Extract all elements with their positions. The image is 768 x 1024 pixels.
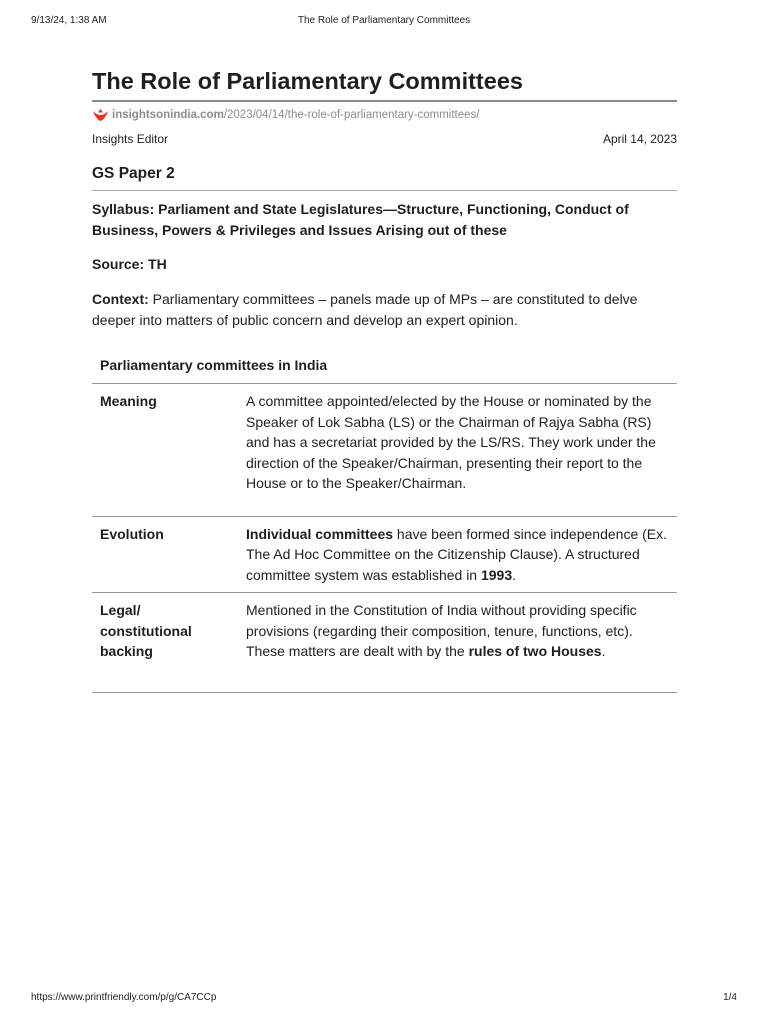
table-caption: Parliamentary committees in India	[92, 348, 677, 384]
evolution-bold-year: 1993	[480, 566, 513, 583]
article-title: The Role of Parliamentary Committees	[92, 66, 677, 102]
print-page-title: The Role of Parliamentary Committees	[297, 15, 471, 26]
print-timestamp: 9/13/24, 1:38 AM	[31, 15, 107, 26]
print-url[interactable]: https://www.printfriendly.com/p/g/CA7CCp	[31, 992, 217, 1003]
gs-paper-heading: GS Paper 2	[92, 164, 677, 191]
article-meta	[92, 132, 677, 148]
evolution-text-end: .	[512, 566, 517, 583]
table-row	[92, 384, 677, 517]
source-path[interactable]: /2023/04/14/the-role-of-parliamentary-committees/	[223, 109, 480, 121]
insights-logo-icon	[92, 108, 109, 122]
legal-bold-rules: rules of two Houses	[468, 643, 602, 659]
row-value-evolution	[238, 516, 677, 593]
article-date: April 14, 2023	[602, 132, 677, 146]
table-row	[92, 516, 677, 593]
syllabus-text: Syllabus: Parliament and State Legislatures—Structure, Functioning, Conduct of Business, Powers & Privileges and Issues Arising out of these	[92, 201, 629, 238]
evolution-text: have been formed since independence (Ex. The Ad Hoc Committee on the Citizenship Clause). A structured committee system was established in	[246, 525, 668, 583]
row-key-evolution: Evolution	[92, 516, 238, 593]
source-link-row[interactable]	[92, 106, 677, 124]
row-value-legal	[238, 593, 677, 693]
table-row	[92, 593, 677, 693]
row-value-meaning: A committee appointed/elected by the House or nominated by the Speaker of Lok Sabha (LS) or the Chairman of Rajya Sabha (RS) and has a secretariat provided by the LS/RS. They work under the direction of the Speaker/Chairman, presenting their report to the House or to the Speaker/Chairman.	[238, 384, 677, 517]
article	[92, 66, 677, 693]
source-line: Source: TH	[92, 256, 167, 272]
print-footer	[31, 992, 737, 1006]
legal-text-2: These matters are dealt with by the	[246, 643, 469, 659]
page-number: 1/4	[723, 992, 737, 1003]
article-author: Insights Editor	[92, 132, 169, 146]
legal-text-end: .	[601, 643, 606, 659]
legal-text-1: Mentioned in the Constitution of India without providing specific provisions (regarding their composition, tenure, functions, etc).	[246, 602, 637, 639]
source-domain[interactable]: insightsonindia.com	[112, 109, 224, 121]
print-header	[31, 15, 737, 29]
row-key-meaning: Meaning	[92, 384, 238, 517]
committees-table	[92, 348, 677, 693]
evolution-bold-committees: Individual committees	[246, 525, 394, 542]
table-caption-row	[92, 348, 677, 384]
row-key-legal: Legal/ constitutional backing	[92, 593, 238, 693]
context-label: Context:	[92, 291, 149, 307]
context-text: Parliamentary committees – panels made up of MPs – are constituted to delve deeper into matters of public concern and develop an expert opinion.	[92, 291, 638, 328]
context-paragraph	[92, 289, 677, 330]
